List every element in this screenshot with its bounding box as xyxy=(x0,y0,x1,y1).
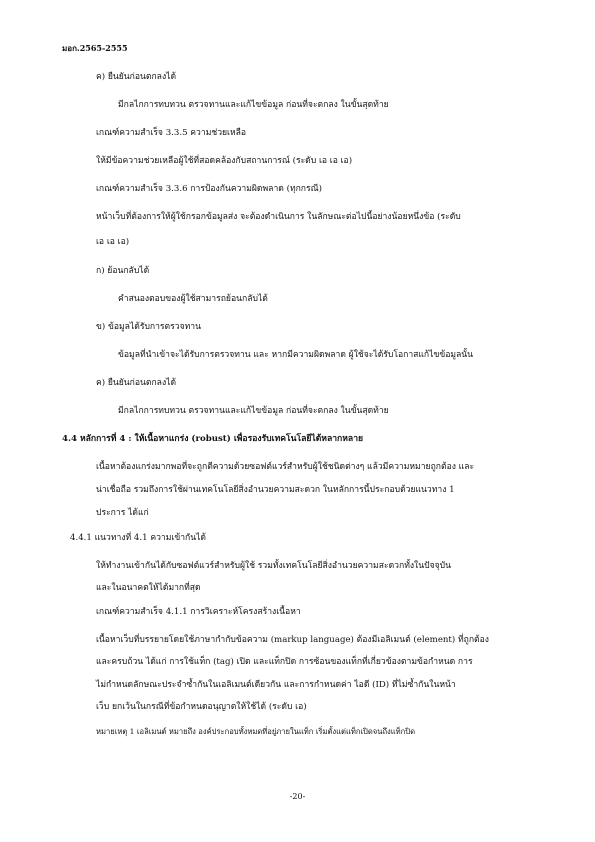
paragraph-line: เว็บ ยกเว้นในกรณีที่ข้อกำหนดอนุญาตให้ใช้ได้ (ระดับ เอ) xyxy=(96,702,307,712)
paragraph-line: เอ เอ เอ) xyxy=(96,237,130,247)
page-number: -20- xyxy=(289,792,306,801)
criterion-heading: เกณฑ์ความสำเร็จ 3.3.5 ความช่วยเหลือ xyxy=(96,128,247,138)
paragraph-line: ให้มีข้อความช่วยเหลือผู้ใช้ที่สอดคล้องกับสถานการณ์ (ระดับ เอ เอ เอ) xyxy=(96,156,353,166)
paragraph-line: คำสนองตอบของผู้ใช้สามารถย้อนกลับได้ xyxy=(118,294,268,304)
paragraph-line: ไม่กำหนดลักษณะประจำซ้ำกันในเอลิเมนต์เดียวกัน และการกำหนดค่า ไอดี (ID) ที่ไม่ซ้ำกันในหน้า xyxy=(96,680,456,690)
paragraph-line: เนื้อหาเว็บที่บรรยายโดยใช้ภาษากำกับข้อความ (markup language) ต้องมีเอลิเมนต์ (element) ที่ถูกต้อง xyxy=(96,635,489,645)
paragraph-line: มีกลไกการทบทวน ตรวจทานและแก้ไขข้อมูล ก่อนที่จะตกลง ในขั้นสุดท้าย xyxy=(118,100,389,110)
paragraph-line: มีกลไกการทบทวน ตรวจทานและแก้ไขข้อมูล ก่อนที่จะตกลง ในขั้นสุดท้าย xyxy=(118,406,389,416)
criterion-heading: เกณฑ์ความสำเร็จ 4.1.1 การวิเคราะห์โครงสร้างเนื้อหา xyxy=(96,607,301,617)
document-code: มอก.2565-2555 xyxy=(62,43,128,53)
paragraph-line: หน้าเว็บที่ต้องการให้ผู้ใช้กรอกข้อมูลส่ง จะต้องดำเนินการ ในลักษณะต่อไปนี้อย่างน้อยหนึ่งข้อ (ระดับ xyxy=(96,212,461,222)
paragraph-line: ข้อมูลที่นำเข้าจะได้รับการตรวจทาน และ หากมีความผิดพลาด ผู้ใช้จะได้รับโอกาสแก้ไขข้อมูลนั้น xyxy=(118,350,474,360)
list-item: ข) ข้อมูลได้รับการตรวจทาน xyxy=(96,322,201,332)
list-item: ค) ยืนยันก่อนตกลงได้ xyxy=(96,378,177,388)
paragraph-line: น่าเชื่อถือ รวมถึงการใช้ผ่านเทคโนโลยีสิ่งอำนวยความสะดวก ในหลักการนี้ประกอบด้วยแนวทาง 1 xyxy=(96,485,455,495)
paragraph-line: และครบถ้วน ได้แก่ การใช้แท็ก (tag) เปิด และแท็กปิด การซ้อนของแท็กที่เกี่ยวข้องตามข้อกำหนด การ xyxy=(96,657,473,667)
subsection-heading: 4.4.1 แนวทางที่ 4.1 ความเข้ากันได้ xyxy=(70,533,207,543)
paragraph-line: ประการ ได้แก่ xyxy=(96,508,149,518)
criterion-heading: เกณฑ์ความสำเร็จ 3.3.6 การป้องกันความผิดพลาด (ทุกกรณี) xyxy=(96,184,322,194)
list-item: ก) ย้อนกลับได้ xyxy=(96,266,150,276)
paragraph-line: และในอนาคตให้ได้มากที่สุด xyxy=(96,583,201,593)
paragraph-line: ให้ทำงานเข้ากันได้กับซอฟต์แวร์สำหรับผู้ใช้ รวมทั้งเทคโนโลยีสิ่งอำนวยความสะดวกทั้งในปัจจุบัน xyxy=(96,561,451,571)
list-item: ค) ยืนยันก่อนตกลงได้ xyxy=(96,72,177,82)
note-line: หมายเหตุ 1 เอลิเมนต์ หมายถึง องค์ประกอบทั้งหมดที่อยู่ภายในแท็ก เริ่มตั้งแต่แท็กเปิดจนถึงแท็กปิด xyxy=(96,727,416,736)
section-heading: 4.4 หลักการที่ 4 : ให้เนื้อหาแกร่ง (robust) เพื่อรองรับเทคโนโลยีได้หลากหลาย xyxy=(62,434,364,444)
paragraph-line: เนื้อหาต้องแกร่งมากพอที่จะถูกตีความด้วยซอฟต์แวร์สำหรับผู้ใช้ชนิดต่างๆ แล้วมีความหมายถูกต้อง และ xyxy=(96,462,475,472)
